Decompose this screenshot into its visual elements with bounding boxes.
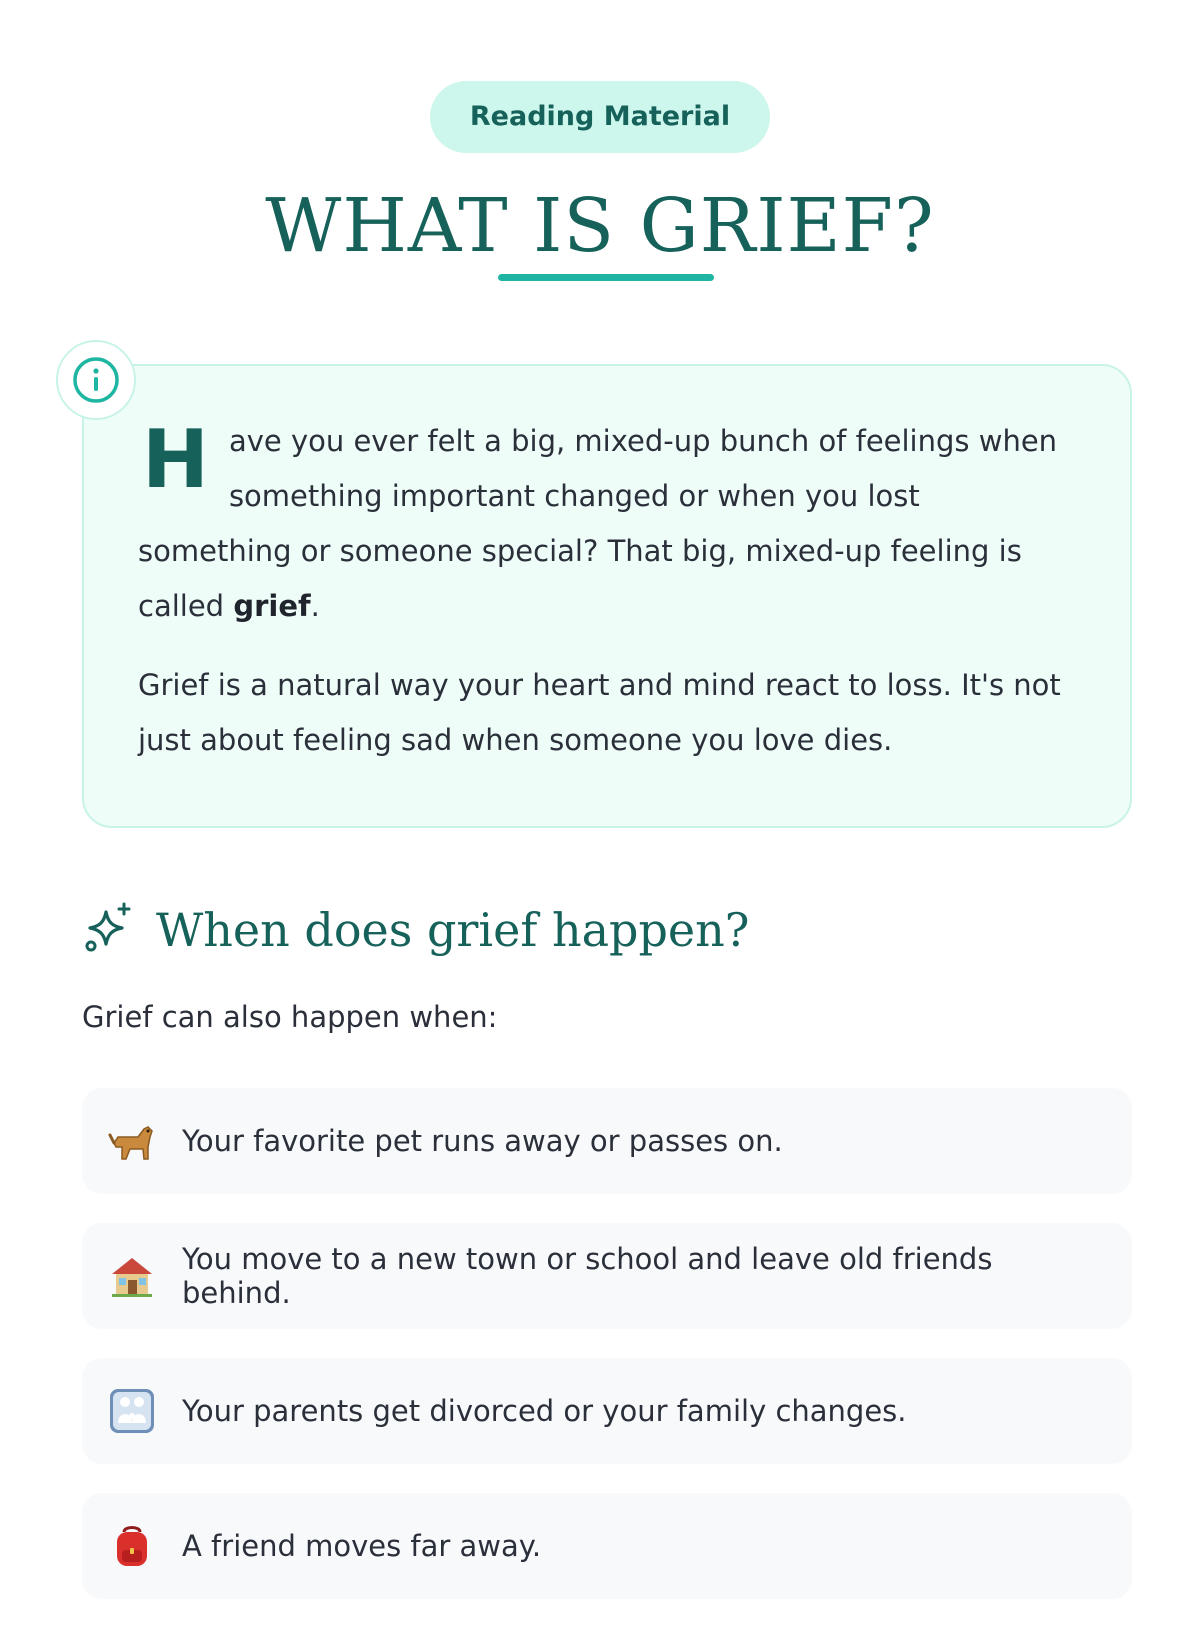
list-item [82,1223,1132,1329]
sparkles-icon [82,902,134,958]
intro-period: . [310,589,320,623]
house-icon [108,1252,156,1300]
title-underline [498,274,714,281]
intro-text: ave you ever felt a big, mixed-up bunch of feelings when something important changed or when you lost something or someone special? That big, mixed-up feeling is called [138,424,1058,623]
list-item [82,1493,1132,1599]
grief-keyword: grief [233,589,311,623]
drop-cap: H [142,413,209,506]
item-text: A friend moves far away. [182,1529,542,1563]
dog-icon [108,1117,156,1165]
list-item [82,1088,1132,1194]
item-text: You move to a new town or school and leave old friends behind. [182,1242,993,1310]
item-text: Your favorite pet runs away or passes on. [182,1124,783,1158]
section-header [82,890,749,970]
item-text: Your parents get divorced or your family changes. [182,1394,907,1428]
badge-wrap [0,81,1200,153]
reading-material-badge: Reading Material [430,81,770,153]
list-item [82,1358,1132,1464]
section-title: When does grief happen? [156,903,750,957]
intro-paragraph-1 [138,414,1074,634]
page-title: WHAT IS GRIEF? [265,183,935,269]
backpack-icon [108,1522,156,1570]
family-icon [108,1387,156,1435]
intro-paragraph-2: Grief is a natural way your heart and mind react to loss. It's not just about feeling sad when someone you love dies. [138,668,1061,757]
situations-list [82,1088,1132,1628]
section-lead: Grief can also happen when: [82,1000,498,1034]
info-icon [56,340,136,420]
intro-card [82,364,1132,828]
